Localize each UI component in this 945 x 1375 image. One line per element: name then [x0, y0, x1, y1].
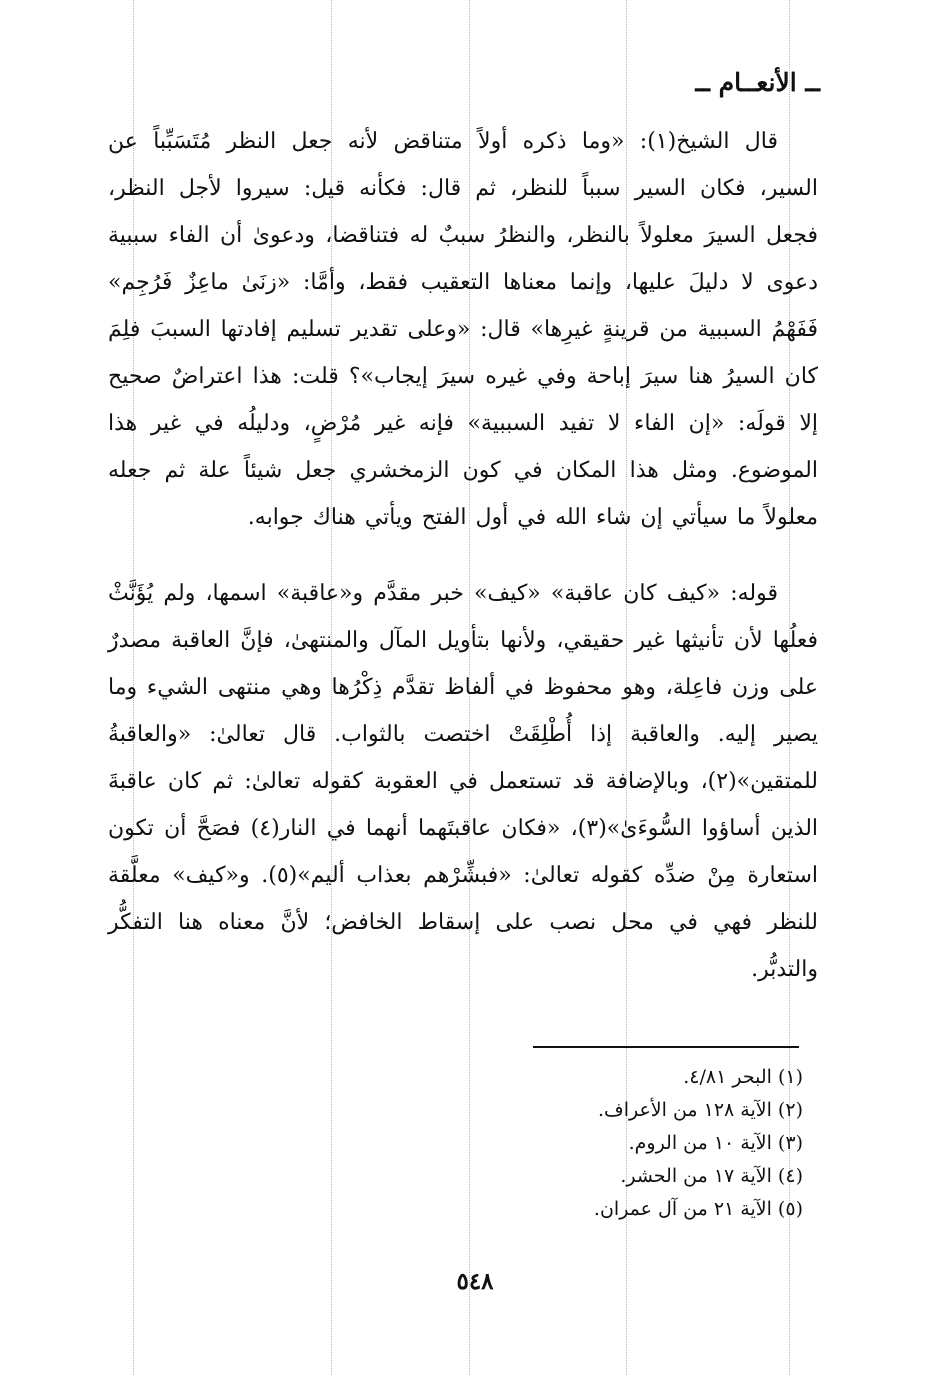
footnote-item: (١) البحر ٤/٨١.: [683, 1066, 803, 1088]
running-header-title: ــ الأنعــام ــ: [695, 68, 820, 97]
footnotes-list: [420, 1061, 803, 1226]
page-number: ٥٤٨: [456, 1268, 494, 1295]
body-paragraph: قوله: «كيف كان عاقبة» «كيف» خبر مقدَّم و«عاقبة» اسمها، ولم يُؤَنَّثْ فعلُها لأن تأنيثها غير حقيقي، ولأنها بتأويل المآل والمنتهىٰ، فإنَّ العاقبة مصدرٌ على وزن فاعِلة، وهو محفوظ في ألفاظ تقدَّم ذِكْرُها وهي منتهى الشيء وما يصير إليه. والعاقبة إذا أُطْلِقَتْ اختصت بالثواب. قال تعالىٰ: «والعاقبةُ للمتقين»(٢)، وبالإضافة قد تستعمل في العقوبة كقوله تعالىٰ: ثم كان عاقبةَ الذين أساؤوا السُّوءَىٰ»(٣)، «فكان عاقبتَهما أنهما في النار(٤) فصَحَّ أن تكون استعارة مِنْ ضدِّه كقوله تعالىٰ: «فبشِّرْهم بعذاب أليم»(٥). و«كيف» معلَّقة للنظر فهي في محل نصب على إسقاط الخافض؛ لأنَّ معناه هنا التفكُّر والتدبُّر.: [108, 581, 819, 982]
footnote-separator: [533, 1046, 799, 1048]
body-paragraph: قال الشيخ(١): «وما ذكره أولاً متناقض لأنه جعل النظر مُتَسَبِّباً عن السير، فكان السير سبباً للنظر، ثم قال: فكأنه قيل: سيروا لأجل النظر، فجعل السيرَ معلولاً بالنظر، والنظرُ سببٌ له فتناقضا، ودعوىٰ أن الفاء سببية دعوى لا دليلَ عليها، وإنما معناها التعقيب فقط، وأمَّا: «زنَىٰ ماعِزٌ فَرُجِم» فَفَهْمُ السببية من قرينةٍ غيرِها» قال: «وعلى تقدير تسليم إفادتها السببَ فلِمَ كان السيرُ هنا سيرَ إباحة وفي غيره سيرَ إيجاب»؟ قلت: هذا اعتراضٌ صحيح إلا قولَه: «إن الفاء لا تفيد السببية» فإنه غير مُرْضٍ، ودليلُه في غير هذا الموضوع. ومثل هذا المكان في كون الزمخشري جعل شيئاً علة ثم جعله معلولاً ما سيأتي إن شاء الله في أول الفتح ويأتي هناك جوابه.: [108, 129, 818, 530]
footnote-item: (٥) الآية ٢١ من آل عمران.: [593, 1198, 803, 1220]
footnote-item: (٢) الآية ١٢٨ من الأعراف.: [597, 1099, 803, 1121]
footnote-item: (٤) الآية ١٧ من الحشر.: [620, 1165, 803, 1187]
footnote-item: (٣) الآية ١٠ من الروم.: [628, 1132, 803, 1154]
